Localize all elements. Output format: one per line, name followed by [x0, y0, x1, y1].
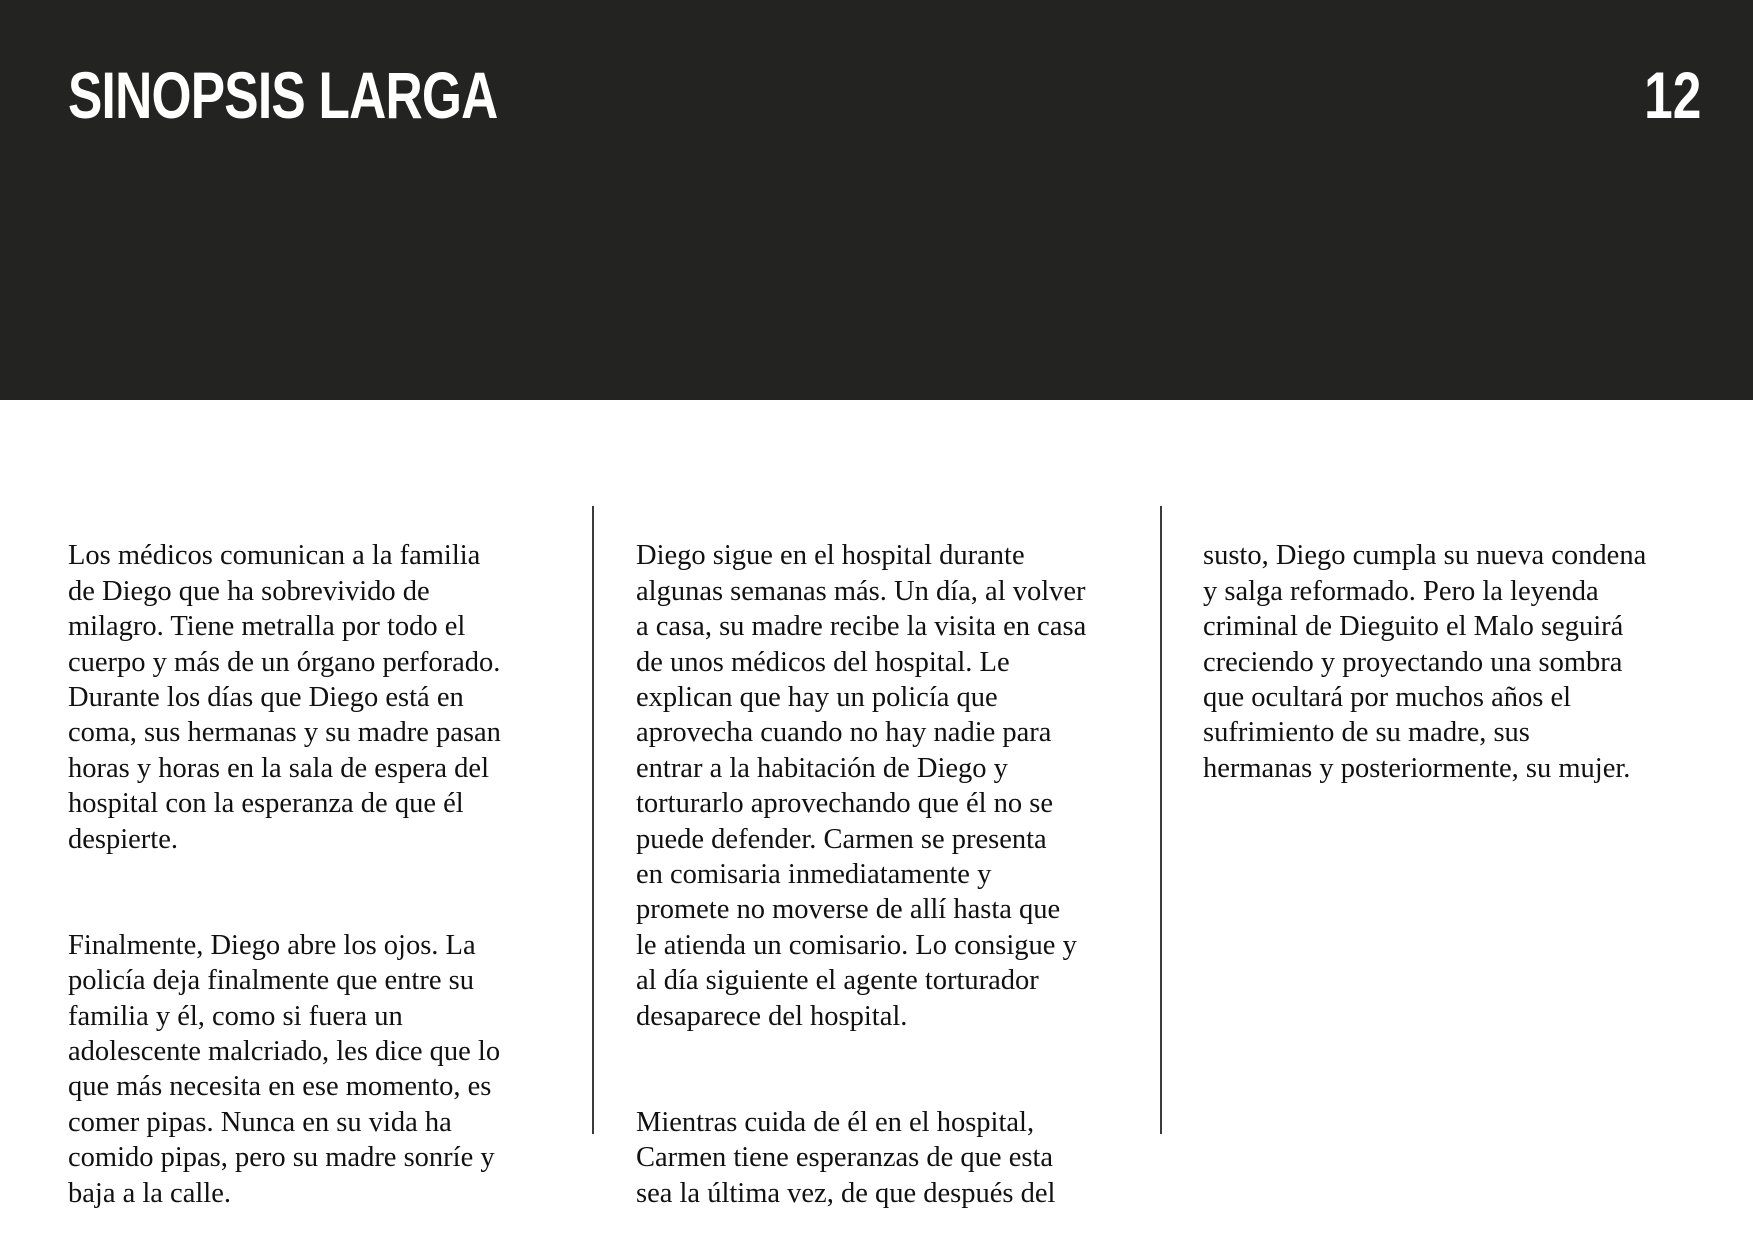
paragraph: Diego sigue en el hospital durante algunas semanas más. Un día, al volver a casa, su madre recibe la visita en casa de unos médicos del hospital. Le explican que hay un policía que aprovecha cuando no hay nadie para entrar a la habitación de Diego y torturarlo aprovechando que él no se puede defender. Carmen se presenta en comisaria inmediatamente y promete no moverse de allí hasta que le atienda un comisario. Lo consigue y al día siguiente el agente torturador desaparece del hospital. — [636, 540, 1087, 1032]
paragraph: Mientras cuida de él en el hospital, Carmen tiene esperanzas de que esta sea la última vez, de que después del — [636, 1106, 1056, 1209]
page-number: 12 — [1643, 58, 1701, 132]
paragraph: Los médicos comunican a la familia de Diego que ha sobrevivido de milagro. Tiene metralla por todo el cuerpo y más de un órgano perforado. Durante los días que Diego está en coma, sus hermanas y su madre pasan horas y horas en la sala de espera del hospital con la esperanza de que él despierte. — [68, 540, 501, 855]
page-title: SINOPSIS LARGA — [68, 58, 498, 132]
header-band — [0, 0, 1753, 400]
text-column-2 — [636, 503, 1136, 1247]
text-column-3 — [1203, 503, 1703, 822]
text-column-1 — [68, 503, 568, 1247]
paragraph: Finalmente, Diego abre los ojos. La policía deja finalmente que entre su familia y él, como si fuera un adolescente malcriado, les dice que lo que más necesita en ese momento, es comer pipas. Nunca en su vida ha comido pipas, pero su madre sonríe y baja a la calle. — [68, 929, 501, 1209]
column-divider — [592, 506, 594, 1134]
column-divider — [1160, 506, 1162, 1134]
paragraph: susto, Diego cumpla su nueva condena y salga reformado. Pero la leyenda criminal de Dieguito el Malo seguirá creciendo y proyectando una sombra que ocultará por muchos años el sufrimiento de su madre, sus hermanas y posteriormente, su mujer. — [1203, 540, 1647, 784]
